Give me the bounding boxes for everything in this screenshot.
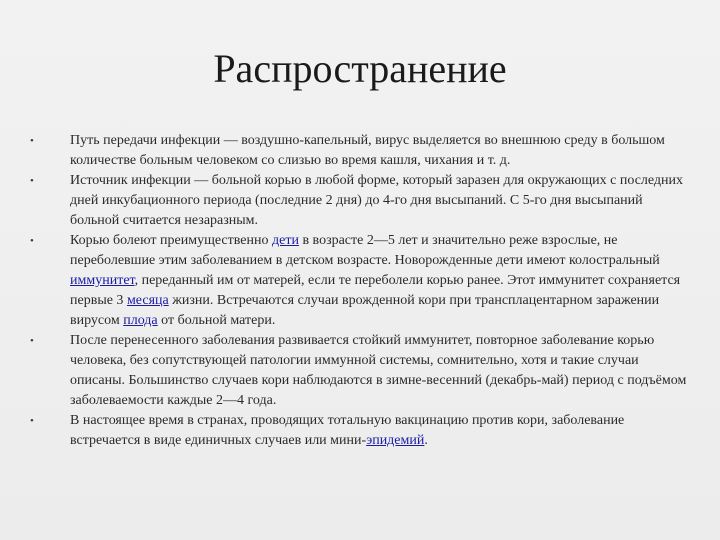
bullet-text-part: , переданный им от матерей, если те переболели корью ранее. Этот иммунитет сохраняется первые 3 bbox=[70, 273, 681, 308]
bullet-item-transmission bbox=[30, 131, 690, 171]
link-immunity[interactable]: иммунитет bbox=[70, 273, 135, 288]
bullet-marker: • bbox=[30, 335, 34, 347]
bullet-text-part: . bbox=[424, 433, 428, 448]
bullet-item-source bbox=[30, 171, 690, 231]
link-month[interactable]: месяца bbox=[126, 293, 169, 308]
bullet-item-vaccination bbox=[30, 411, 690, 451]
bullet-text-part: от больной матери. bbox=[157, 313, 276, 328]
bullet-marker: • bbox=[30, 135, 34, 147]
bullet-text: Путь передачи инфекции — воздушно-капельный, вирус выделяется во внешнюю среду в большом количестве больным человеком со слизью во время кашля, чихания и т. д. bbox=[70, 133, 665, 168]
link-epidemics[interactable]: эпидемий bbox=[366, 433, 425, 448]
bullet-marker: • bbox=[30, 235, 34, 247]
bullet-list bbox=[30, 131, 690, 451]
bullet-item-immunity bbox=[30, 331, 690, 411]
bullet-text-part: в возрасте 2—5 лет и значительно реже взрослые, не переболевшие этим заболеванием в детском возрасте. Новорожденные дети имеют колостральный bbox=[70, 233, 660, 268]
bullet-text: После перенесенного заболевания развивается стойкий иммунитет, повторное заболевание корью человека, без сопутствующей патологии иммунной системы, сомнительно, хотя и такие случаи описаны. Большинство случаев кори наблюдаются в зимне-весенний (декабрь-май) период с подъёмом заболеваемости каждые 2—4 года. bbox=[70, 333, 687, 408]
bullet-text-part: Корью болеют преимущественно bbox=[70, 233, 272, 248]
bullet-item-age-groups bbox=[30, 231, 690, 331]
slide-title: Распространение bbox=[213, 46, 507, 91]
bullet-text-part: В настоящее время в странах, проводящих тотальную вакцинацию против кори, заболевание встречается в виде единичных случаев или мини- bbox=[70, 413, 625, 448]
bullet-text: Источник инфекции — больной корью в любой форме, который заразен для окружающих с последних дней инкубационного периода (последние 2 дня) до 4-го дня высыпаний. С 5-го дня высыпаний больной считается незаразным. bbox=[70, 173, 684, 228]
bullet-marker: • bbox=[30, 415, 34, 427]
link-children[interactable]: дети bbox=[271, 233, 299, 248]
link-fetus[interactable]: плода bbox=[123, 313, 158, 328]
bullet-marker: • bbox=[30, 175, 34, 187]
bullet-text-part: жизни. Встречаются случаи врожденной кори при трансплацентарном заражении вирусом bbox=[70, 293, 660, 328]
